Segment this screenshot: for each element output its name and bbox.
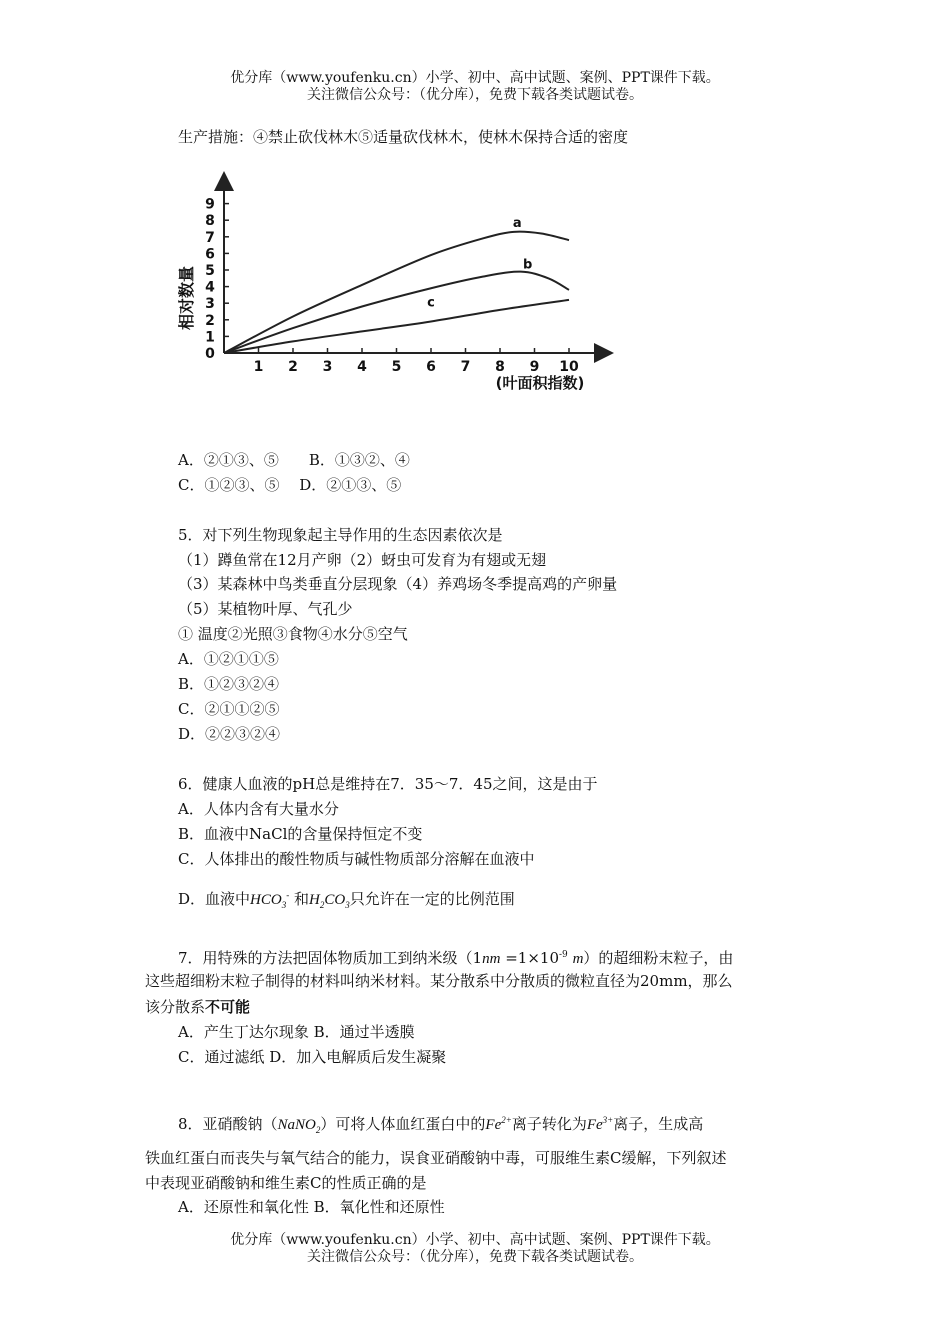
curve-label-c: c [427, 295, 435, 311]
x-tick-label: 10 [559, 359, 579, 375]
q8-line-3: 中表现亚硝酸钠和维生素C的性质正确的是 [145, 1174, 427, 1192]
q6-option-c: C．人体排出的酸性物质与碱性物质部分溶解在血液中 [178, 850, 535, 868]
y-tick-label: 8 [205, 213, 215, 230]
q6-d-suffix: 只允许在一定的比例范围 [349, 890, 515, 908]
q5-factors: ① 温度②光照③食物④水分⑤空气 [178, 625, 408, 643]
header-line-2: 关注微信公众号：（优分库），免费下载各类试题试卷。 [307, 87, 643, 103]
q5-item-3: （5）某植物叶厚、气孔少 [178, 600, 353, 618]
y-tick-label: 0 [205, 346, 215, 362]
x-tick-label: 6 [426, 359, 436, 375]
q8-line-1: 8．亚硝酸钠（NaNO$_2$）可将人体血红蛋白中的$Fe^{2+}$离子转化为$Fe^{3+}$离子，生成高 [178, 1115, 704, 1135]
ferric-ion: $Fe^{3+}$ [586, 1115, 614, 1133]
q7-line-1: 7．用特殊的方法把固体物质加工到纳米级（$1nm =1\times 10^{-9}$ m）的超细粉末粒子，由 [178, 949, 734, 967]
x-tick-label: 5 [391, 359, 402, 375]
x-tick-label: 3 [322, 359, 333, 375]
y-tick-label: 9 [205, 196, 215, 213]
q5-option-c: C．②①①②⑤ [178, 700, 280, 718]
y-tick-label: 3 [205, 296, 215, 313]
q6-option-b: B．血液中NaCl的含量保持恒定不变 [178, 825, 423, 843]
y-tick-label: 1 [205, 329, 215, 346]
x-tick-label: 1 [253, 359, 264, 375]
q5-stem: 5．对下列生物现象起主导作用的生态因素依次是 [178, 526, 503, 544]
q4-option-line-1: A．②①③、⑤ B．①③②、④ [178, 451, 410, 469]
nanometer-definition: $1nm =1\times 10^{-9}$ m [472, 949, 584, 967]
q6-option-d [178, 885, 515, 915]
q5-item-2: （3）某森林中鸟类垂直分层现象（4）养鸡场冬季提高鸡的产卵量 [178, 575, 618, 593]
x-tick-label: 2 [288, 359, 298, 375]
q6-option-a: A．人体内含有大量水分 [178, 800, 339, 818]
q8-option-line-1: A．还原性和氧化性 B．氧化性和还原性 [178, 1198, 445, 1216]
series-line-b [224, 272, 569, 353]
q7-line-3: 该分散系不可能 [145, 998, 251, 1016]
q6-d-prefix: D．血液中 [178, 890, 251, 908]
leaf-area-index-chart [170, 170, 630, 410]
sodium-nitrite-formula: NaNO$_2$ [277, 1117, 321, 1135]
y-tick-label: 5 [205, 263, 215, 279]
q7-line-2: 这些超细粉末粒子制得的材料叫纳米材料。某分散系中分散质的微粒直径为20mm，那么 [145, 972, 733, 990]
x-axis-label: (叶面积指数) [495, 374, 585, 392]
y-tick-label: 2 [205, 312, 215, 329]
footer-line-1: 优分库（www.youfenku.cn）小学、初中、高中试题、案例、PPT课件下载。 [230, 1232, 720, 1248]
curve-label-b: b [522, 257, 533, 273]
q8-line-2: 铁血红蛋白而丧失与氧气结合的能力，误食亚硝酸钠中毒，可服维生素C缓解，下列叙述 [145, 1149, 727, 1167]
q5-option-d: D．②②③②④ [178, 725, 281, 743]
y-tick-label: 6 [205, 246, 215, 263]
bicarbonate-formula: $HCO_3^-$ [250, 890, 290, 910]
q6-d-mid: 和 [293, 890, 309, 908]
y-tick-label: 4 [205, 279, 215, 296]
x-tick-label: 4 [357, 359, 367, 375]
y-tick-label: 7 [205, 229, 215, 246]
q7-option-line-2: C．通过滤纸 D．加入电解质后发生凝聚 [178, 1048, 447, 1066]
q5-option-a: A．①②①①⑤ [178, 650, 279, 668]
q5-item-1: （1）蹲鱼常在12月产卵（2）蚜虫可发育为有翅或无翅 [178, 551, 547, 569]
series-line-c [224, 300, 569, 353]
q4-option-line-2: C．①②③、⑤ D．②①③、⑤ [178, 476, 402, 494]
ferrous-ion: $Fe^{2+}$ [485, 1115, 512, 1133]
curve-label-a: a [512, 215, 522, 231]
q4-measures: 生产措施：④禁止砍伐林木⑤适量砍伐林木，使林木保持合适的密度 [178, 128, 629, 146]
y-axis-label: 相对数量 [177, 265, 196, 331]
x-tick-label: 8 [495, 359, 505, 375]
q5-option-b: B．①②③②④ [178, 675, 280, 693]
q6-stem: 6．健康人血液的pH总是维持在7．35～7．45之间，这是由于 [178, 775, 598, 793]
carbonic-acid-formula: $H_2CO_3$ [309, 892, 350, 910]
q7-option-line-1: A．产生丁达尔现象 B．通过半透膜 [178, 1023, 415, 1041]
q7-emphasis: 不可能 [205, 998, 251, 1016]
x-tick-label: 9 [529, 359, 540, 375]
footer-line-2: 关注微信公众号：（优分库），免费下载各类试题试卷。 [307, 1249, 643, 1265]
header-line-1: 优分库（www.youfenku.cn）小学、初中、高中试题、案例、PPT课件下载。 [230, 70, 720, 86]
x-tick-label: 7 [460, 359, 471, 375]
